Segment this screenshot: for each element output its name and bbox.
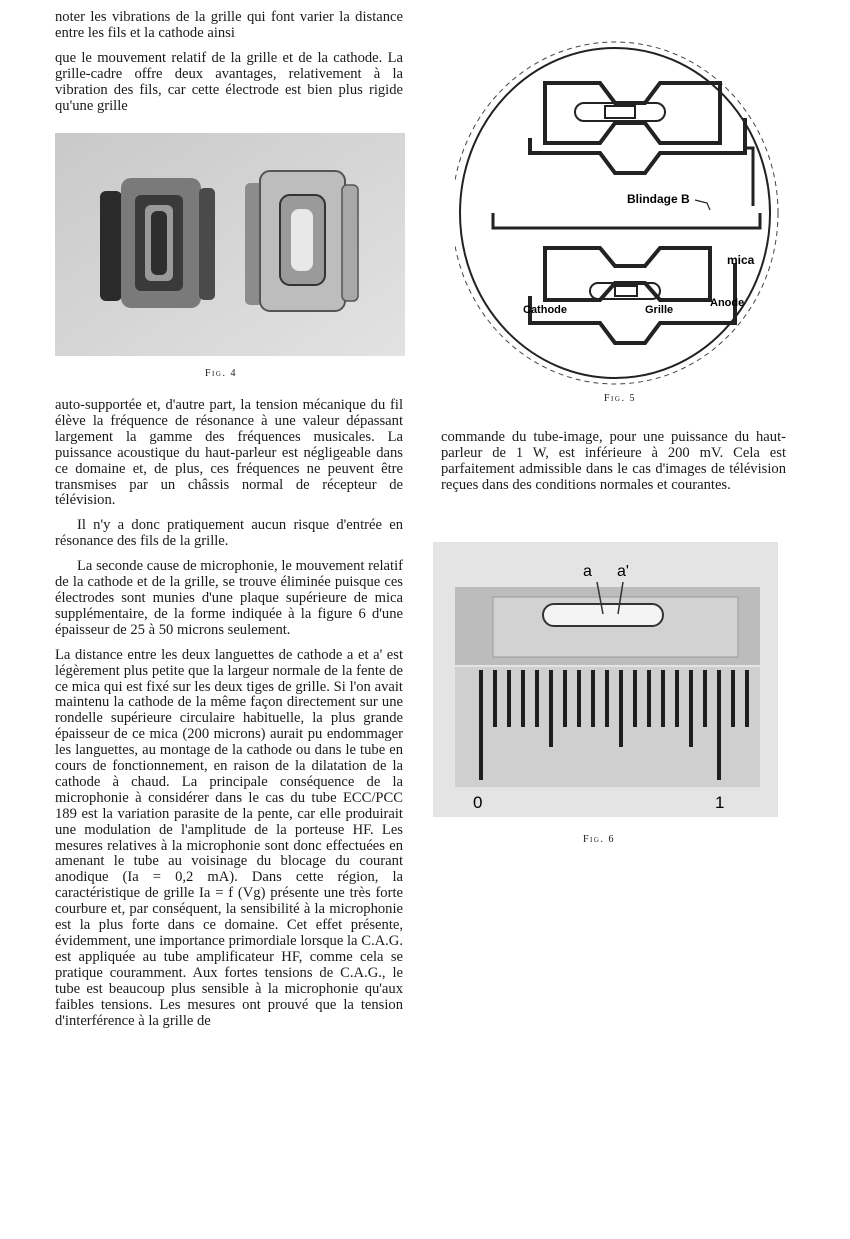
fig5-caption: Fig. 5 [604,393,636,404]
fig6-illustration [433,542,778,817]
label-cathode: Cathode [523,304,567,316]
left-paragraph-1: auto-supportée et, d'autre part, la tension mécanique du fil élève la fréquence de résonance à une valeur dépassant largement la gamme des fréquences musicales. La puissance acoustique du haut-parleur est négligeable dans ce domaine et, de plus, ces fréquences ne peuvent être transmises par un châssis normal de récepteur de télévision. [55,397,403,509]
fig6-caption: Fig. 6 [583,834,615,845]
scale-end-label: 1 [715,793,725,812]
right-column [441,430,786,500]
top-text [55,10,403,120]
left-paragraph-3: La seconde cause de microphonie, le mouvement relatif de la cathode et de la grille, se trouve éliminée puisque ces électrodes sont munies d'une plaque supérieure de mica supplémentaire, de la forme indiquée à la figure 6 d'une épaisseur de 25 à 50 microns seulement. [55,558,403,638]
top-paragraph-2: que le mouvement relatif de la grille et de la cathode. La grille-cadre offre deux avantages, relativement à la vibration des fils, car cette électrode est bien plus rigide qu'une grille [55,49,403,114]
label-anode: Anode [710,297,745,309]
left-column [55,398,403,1035]
label-a: a [583,563,592,580]
left-paragraph-4: La distance entre les deux languettes de cathode a et a' est légèrement plus petite que la largeur normale de la fente de ce mica qui est fixé sur les deux tiges de grille. Si l'on avait maintenu la cathode de la même façon directement sur une rondelle supérieure circulaire habituelle, la plus grande épaisseur de ce mica (200 microns) aurait pu endommager les languettes, au montage de la cathode ou dans le tube en cours de fonctionnement, en raison de la dilatation de la cathode à chaud. La principale conséquence de la microphonie à considérer dans le cas du tube ECC/PCC 189 est la variation parasite de la pente, car elle produirait une modulation de l'amplitude de la porteuse HF. Les mesures relatives à la microphonie sont donc effectuées en amenant le tube au voisinage du blocage du courant anodique (Ia = 0,2 mA). Dans cette région, la caractéristique de grille Ia = f (Vg) présente une très forte courbure et, par conséquent, la sensibilité à la microphonie est la plus forte dans ce domaine. Cet effet présente, évidemment, une importance primordiale lorsque la C.A.G. est appliquée au tube amplificateur HF, comme cela se pratique couramment. Aux fortes tensions de C.A.G., le tube est beaucoup plus sensible à la microphonie qu'aux faibles tensions. Les mesures ont prouvé que la tension d'interférence à la grille de [55,646,403,1029]
right-paragraph: commande du tube-image, pour une puissance du haut-parleur de 1 W, est inférieure à 200 mV. Cela est parfaitement admissible dans le cas d'images de télévision reçues dans des conditions normales et courantes. [441,429,786,493]
top-paragraph-1: noter les vibrations de la grille qui font varier la distance entre les fils et la cathode ainsi [55,9,403,41]
grid-frame-right [245,171,358,311]
scale-start-label: 0 [473,793,483,812]
grid-frame-left [100,178,215,308]
fig4-caption: Fig. 4 [205,368,237,379]
fig4-illustration [55,133,405,356]
fig4-photo [55,133,405,356]
fig6-photo [433,542,778,817]
label-a-prime: a' [617,563,629,580]
left-paragraph-2: Il n'y a donc pratiquement aucun risque d'entrée en résonance des fils de la grille. [55,517,403,550]
label-grille: Grille [645,304,674,316]
fig5-diagram [455,38,785,388]
label-mica: mica [727,253,755,267]
label-blindage: Blindage B [627,192,690,206]
